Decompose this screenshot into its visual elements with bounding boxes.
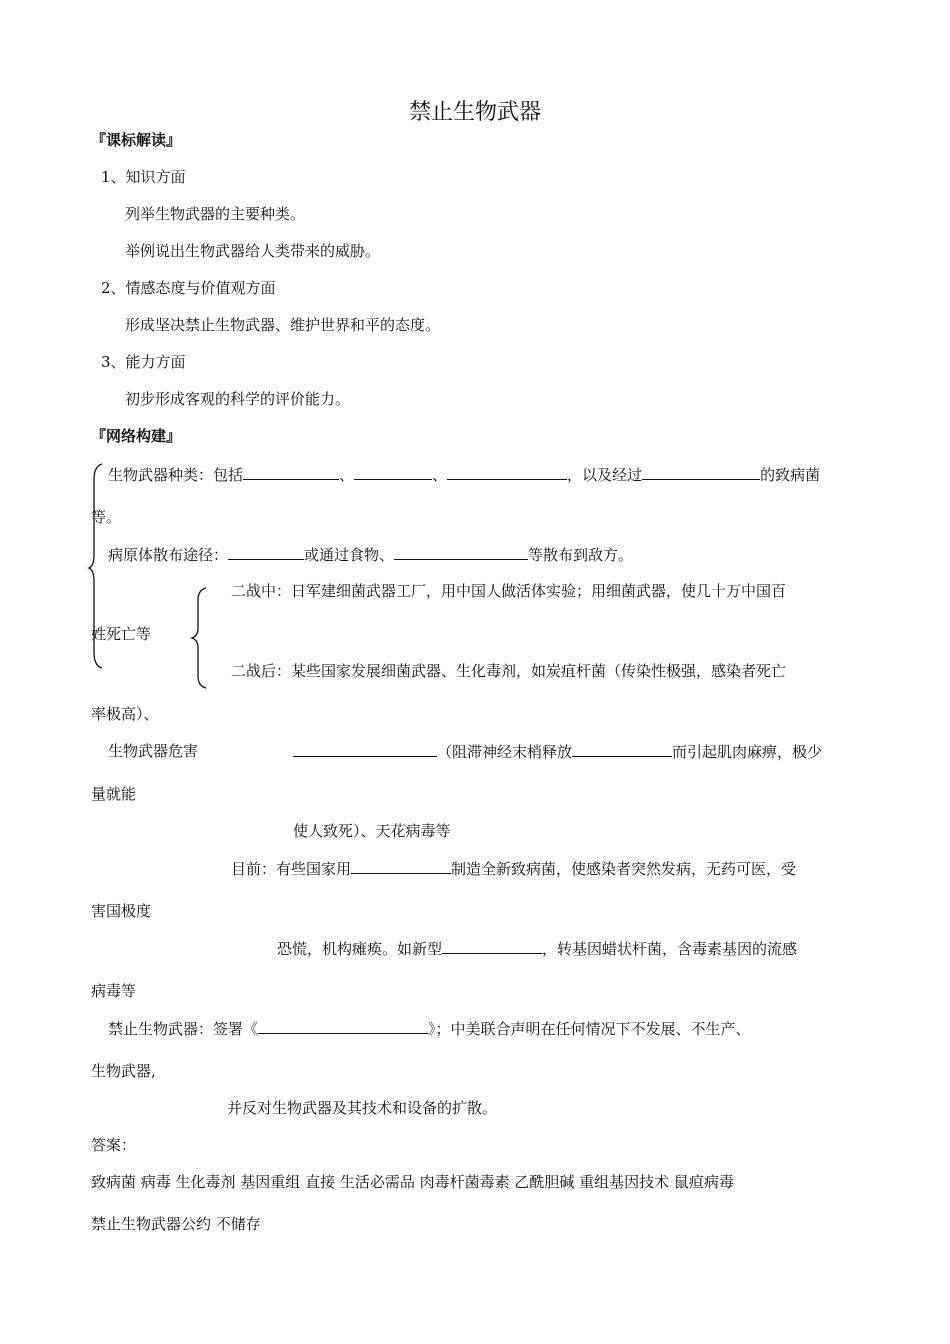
now-text-a: 目前：有些国家用 xyxy=(231,860,352,878)
spread-text-a: 病原体散布途径： xyxy=(108,546,229,564)
harm-text-a: （阻滞神经末梢释放 xyxy=(437,743,573,761)
now-text-b: 制造全新致病菌，使感染者突然发病，无药可医，受 xyxy=(451,860,797,878)
blank-panic-1 xyxy=(442,938,542,954)
blank-now-1 xyxy=(351,858,451,874)
network-spread-line xyxy=(108,544,633,565)
ww2-during-line: 二战中：日军建细菌武器工厂，用中国人做活体实验；用细菌武器，使几十万中国百 xyxy=(231,582,787,600)
network-types-wrap: 等。 xyxy=(91,508,122,526)
small-brace-icon xyxy=(190,586,210,690)
ww2-after-wrap: 率极高）、 xyxy=(91,705,159,723)
ban-line-2: 并反对生物武器及其技术和设备的扩散。 xyxy=(227,1099,498,1117)
curriculum-item3-line1: 初步形成客观的科学的评价能力。 xyxy=(125,390,351,408)
spread-text-b: 或通过食物、 xyxy=(304,546,395,564)
answers-line-2: 禁止生物武器公约 不储存 xyxy=(91,1215,261,1233)
answers-line-1: 致病菌 病毒 生化毒剂 基因重组 直接 生活必需品 肉毒杆菌毒素 乙酰胆碱 重组基因技术 鼠疸病毒 xyxy=(91,1173,734,1191)
curriculum-item2-heading: 2、情感态度与价值观方面 xyxy=(101,279,276,297)
ww2-after-line: 二战后：某些国家发展细菌武器、生化毒剂，如炭疽杆菌（传染性极强，感染者死亡 xyxy=(231,662,787,680)
blank-ban-1 xyxy=(258,1018,428,1034)
panic-line xyxy=(277,938,797,959)
blank-spread-2 xyxy=(394,544,528,560)
panic-text-b: ，转基因蜡状杆菌，含毒素基因的流感 xyxy=(542,940,798,958)
harm-wrap-1: 量就能 xyxy=(91,785,137,803)
curriculum-item1-line2: 举例说出生物武器给人类带来的威胁。 xyxy=(125,242,381,260)
types-sep-2: 、 xyxy=(432,466,448,484)
ww2-during-wrap: 姓死亡等 xyxy=(91,625,152,643)
harm-wrap-2: 使人致死）、天花病毒等 xyxy=(293,822,451,840)
curriculum-item3-heading: 3、能力方面 xyxy=(101,353,186,371)
section-heading-curriculum: 『课标解读』 xyxy=(91,131,182,149)
blank-type-4 xyxy=(642,464,760,480)
harm-label: 生物武器危害 xyxy=(108,742,199,760)
ban-wrap: 生物武器, xyxy=(91,1062,156,1080)
curriculum-item2-line1: 形成坚决禁止生物武器、维护世界和平的态度。 xyxy=(125,316,441,334)
blank-type-1 xyxy=(243,464,339,480)
blank-type-3 xyxy=(447,464,567,480)
blank-spread-1 xyxy=(228,544,304,560)
network-types-line xyxy=(108,464,820,485)
ban-text-a: 禁止生物武器：签署《 xyxy=(108,1020,259,1038)
harm-line xyxy=(293,741,822,762)
now-line xyxy=(231,858,796,879)
panic-text-a: 恐慌，机构瘫痪。如新型 xyxy=(277,940,443,958)
ban-line xyxy=(108,1018,751,1039)
types-text-a: 生物武器种类：包括 xyxy=(108,466,244,484)
page-title: 禁止生物武器 xyxy=(408,100,541,125)
section-heading-network: 『网络构建』 xyxy=(91,427,182,445)
blank-type-2 xyxy=(354,464,432,480)
types-sep-1: 、 xyxy=(339,466,355,484)
blank-harm-1 xyxy=(293,741,437,757)
curriculum-item1-heading: 1、知识方面 xyxy=(101,168,186,186)
answers-label: 答案： xyxy=(91,1136,137,1154)
harm-text-b: 而引起肌肉麻痹，极少 xyxy=(672,743,823,761)
types-text-b: ，以及经过 xyxy=(567,466,643,484)
panic-wrap: 病毒等 xyxy=(91,982,137,1000)
ban-text-b: 》；中美联合声明在任何情况下不发展、不生产、 xyxy=(428,1020,751,1038)
spread-text-c: 等散布到敌方。 xyxy=(528,546,634,564)
blank-harm-2 xyxy=(572,741,672,757)
now-wrap: 害国极度 xyxy=(91,902,152,920)
types-text-c: 的致病菌 xyxy=(760,466,821,484)
curriculum-item1-line1: 列举生物武器的主要种类。 xyxy=(125,205,306,223)
